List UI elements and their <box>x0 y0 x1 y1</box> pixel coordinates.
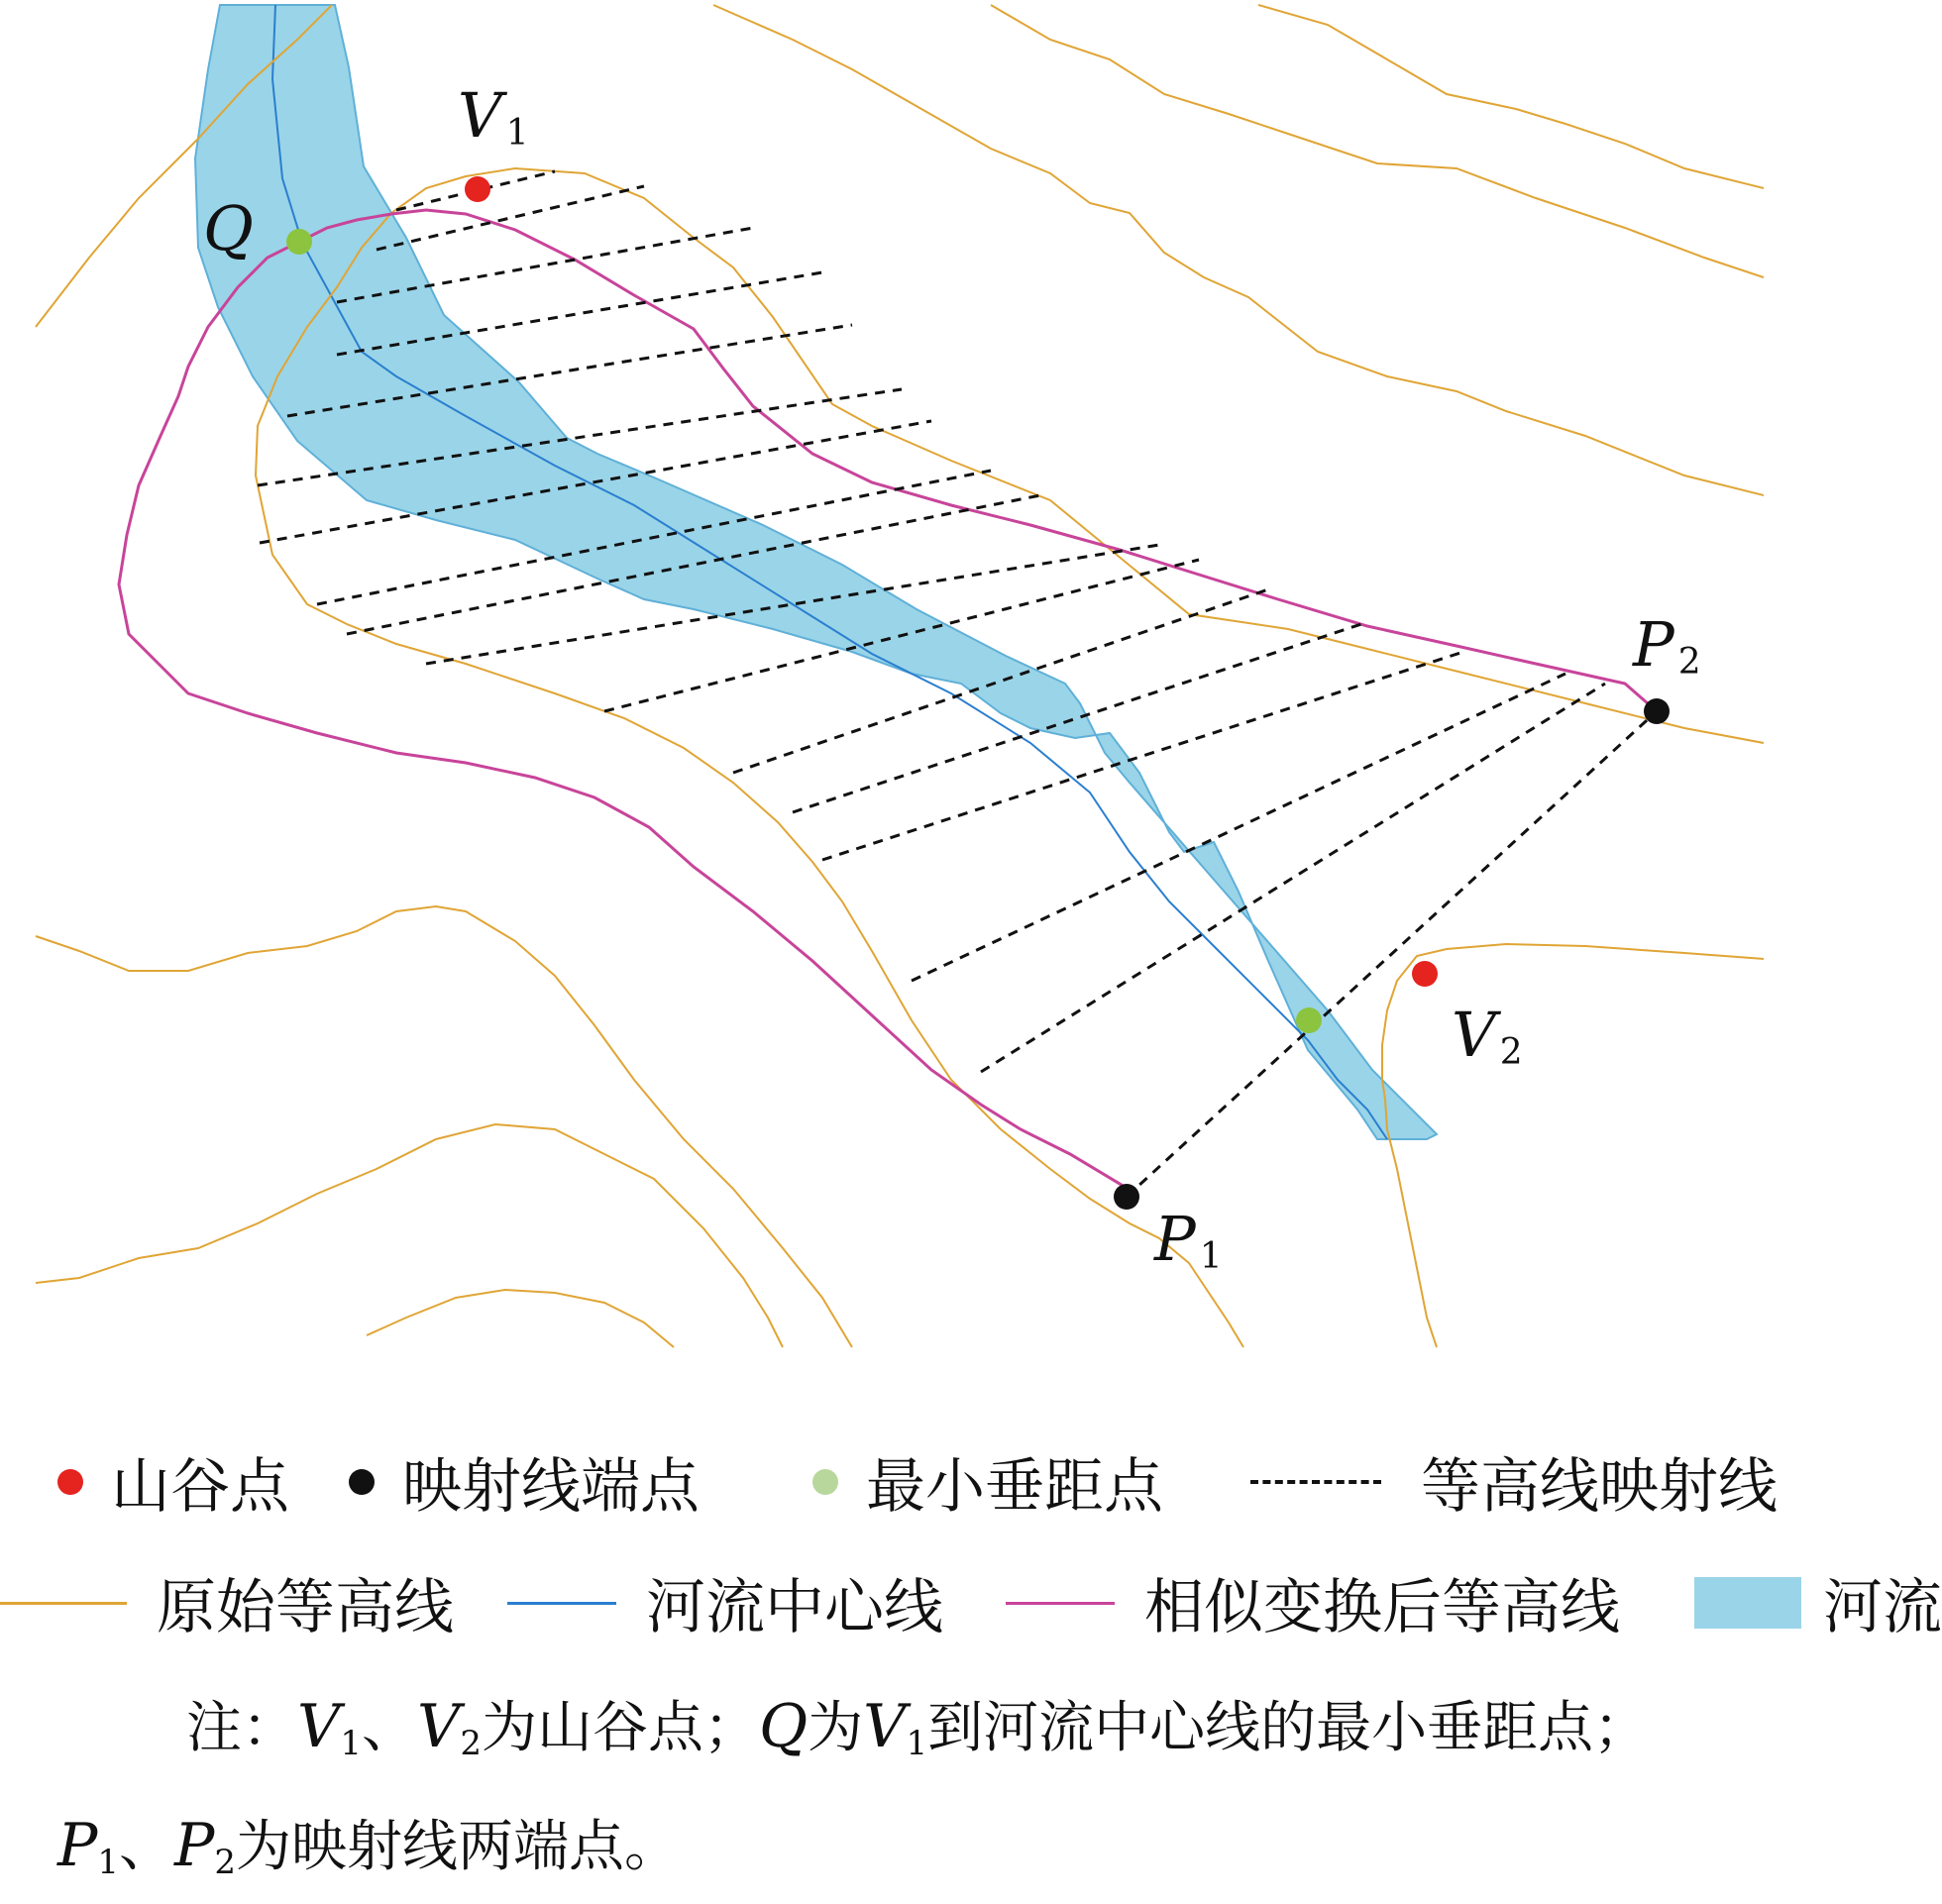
valley-point-swatch <box>57 1469 83 1495</box>
min-perp-point-2 <box>1296 1007 1322 1033</box>
dashed-line-swatch <box>1250 1480 1381 1484</box>
legend-label: 河流中心线 <box>646 1573 943 1642</box>
note-line-1: 注：$V_1$、$V_2$为山谷点；Q为$V_1$到河流中心线的最小垂距点； <box>186 1692 1650 1763</box>
legend-min-perp-point <box>812 1442 1163 1522</box>
legend-label: 河流 <box>1823 1573 1942 1642</box>
mapping-endpoint-p2 <box>1644 698 1670 724</box>
legend-valley-point <box>57 1442 289 1522</box>
original-contour-swatch <box>0 1602 127 1605</box>
label-p1: P 1 <box>1154 1203 1223 1277</box>
contour-mapping-lines <box>258 171 1657 1197</box>
legend-mapping-endpoint <box>349 1442 700 1522</box>
mapping-endpoint-p1 <box>1114 1184 1139 1210</box>
valley-point-v2 <box>1412 961 1438 987</box>
centerline-swatch <box>507 1602 616 1605</box>
legend-label: 山谷点 <box>111 1452 289 1522</box>
label-v2: V 2 <box>1452 999 1523 1073</box>
label-p2: P 2 <box>1633 608 1701 683</box>
legend-label: 等高线映射线 <box>1421 1452 1778 1522</box>
valley-point-v1 <box>465 176 490 202</box>
legend-contour-mapping-line <box>1250 1442 1778 1522</box>
note-lead: 注： <box>186 1696 297 1760</box>
legend-label: 原始等高线 <box>157 1573 454 1642</box>
label-q: Q <box>203 192 254 264</box>
legend-label: 最小垂距点 <box>866 1452 1163 1522</box>
label-v1: V 1 <box>458 79 529 154</box>
contour-around-v1 <box>256 168 1764 1347</box>
min-perp-swatch <box>812 1469 838 1495</box>
legend-river-centerline <box>507 1563 943 1642</box>
river-swatch <box>1694 1577 1801 1629</box>
legend-row-1 <box>0 1442 1921 1522</box>
legend-row-2 <box>0 1563 1942 1642</box>
contour-around-v2 <box>1382 944 1764 1347</box>
note-line-2: $P_1$、$P_2$为映射线两端点。 <box>57 1811 681 1882</box>
legend-river <box>1694 1563 1942 1642</box>
min-perp-point-q <box>286 229 312 255</box>
legend-label: 相似变换后等高线 <box>1144 1573 1620 1642</box>
legend-transformed-contour <box>1006 1563 1620 1642</box>
legend-label: 映射线端点 <box>402 1452 700 1522</box>
transformed-contour-swatch <box>1006 1602 1115 1605</box>
endpoint-swatch <box>349 1469 375 1495</box>
legend-original-contour <box>0 1563 454 1642</box>
river-area <box>195 5 1437 1139</box>
